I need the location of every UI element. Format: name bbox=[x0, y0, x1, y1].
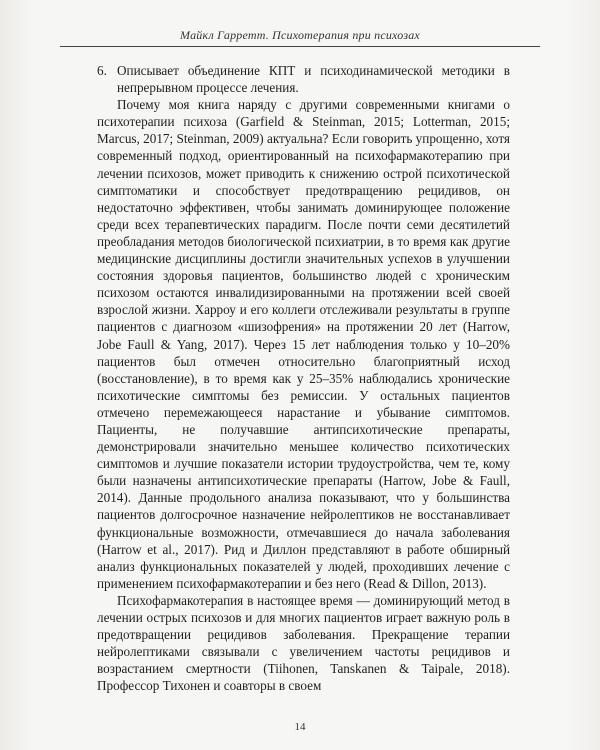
paragraph-1: Почему моя книга наряду с другими современными книгами о психотерапии психоза (Garfield & Steinman, 2015; Lotterman, 2015; Marcus, 2017; Steinman, 2009) актуальна? Если говорить упрощенно, хотя современный подход, ориентированный на психофармакотерапию при лечении психозов, может приводить к снижению острой психотической симптоматики и способствует предотвращению рецидивов, он недостаточно эффективен, чтобы занимать доминирующее положение среди всех терапевтических парадигм. После почти семи десятилетий преобладания методов биологической психиатрии, в то время как другие медицинские дисциплины достигли значительных успехов в улучшении состояния здоровья пациентов, большинство людей с хроническим психозом остаются инвалидизированными на протяжении всей своей взрослой жизни. Харроу и его коллеги отслеживали результаты в группе пациентов с диагнозом «шизофрения» на протяжении 20 лет (Harrow, Jobe Faull & Yang, 2017). Через 15 лет наблюдения только у 10–20% пациентов был отмечен относительно благоприятный исход (восстановление), в то время как у 25–35% наблюдались хронические психотические симптомы без ремиссии. У остальных пациентов отмечено перемежающееся нарастание и убывание симптомов. Пациенты, не получавшие антипсихотические препараты, демонстрировали значительно меньшее количество психотических симптомов и лучшие показатели истории трудоустройства, чем те, кому были назначены антипсихотические препараты (Harrow, Jobe & Faull, 2014). Данные продольного анализа показывают, что у большинства пациентов долгосрочное назначение нейролептиков не восстанавливает функциональные возможности, отмечавшиеся до начала заболевания (Harrow et al., 2017). Рид и Диллон представляют в работе обширный анализ функциональных показателей у людей, проходивших лечение с применением психофармакотерапии и без него (Read & Dillon, 2013). bbox=[97, 97, 510, 591]
paragraph-2: Психофармакотерапия в настоящее время — доминирующий метод в лечении острых психозов и для многих пациентов играет важную роль в предотвращении рецидивов заболевания. Прекращение терапии нейролептиками связывали с увеличением частоты рецидивов и возрастанием смертности (Tiihonen, Tanskanen & Taipale, 2018). Профессор Тихонен и соавторы в своем bbox=[97, 592, 510, 694]
page-number: 14 bbox=[294, 721, 306, 733]
list-item-number: 6. bbox=[97, 63, 107, 78]
list-item bbox=[97, 62, 510, 96]
running-header: Майкл Гарретт. Психотерапия при психозах bbox=[180, 28, 420, 42]
header-rule bbox=[60, 46, 540, 47]
page-body bbox=[97, 58, 510, 694]
list-item-text: Описывает объединение КПТ и психодинамической методики в непрерывном процессе лечения. bbox=[117, 63, 510, 96]
